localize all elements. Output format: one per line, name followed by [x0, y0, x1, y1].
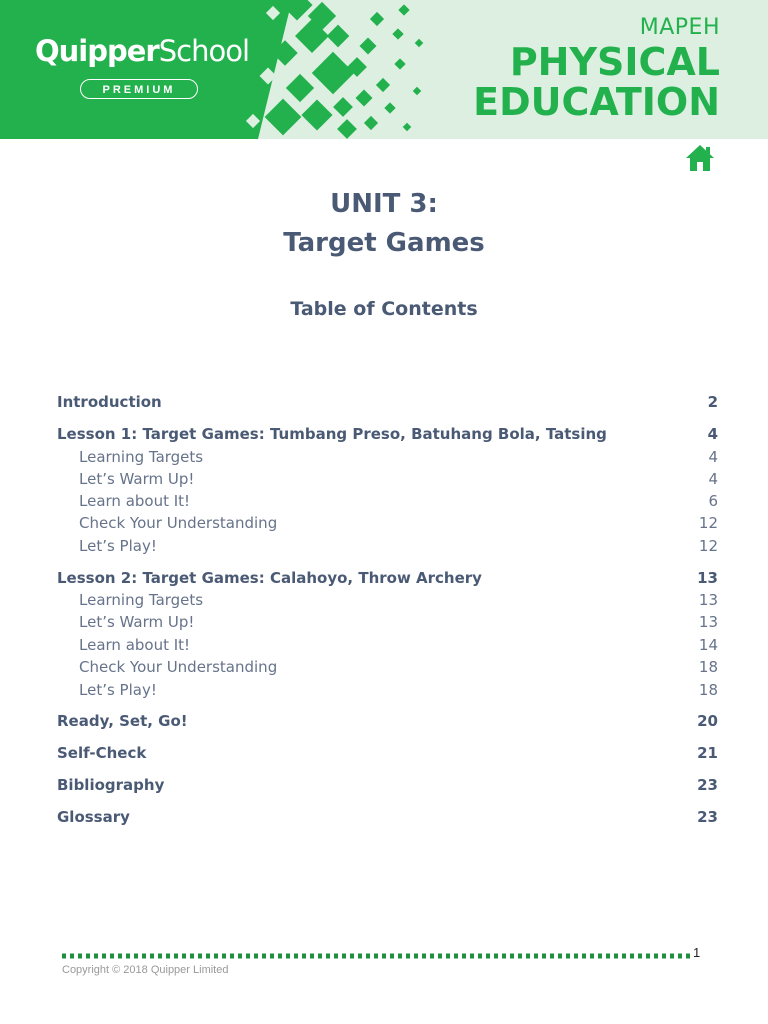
copyright: Copyright © 2018 Quipper Limited — [62, 964, 229, 976]
unit-number: UNIT 3: — [330, 189, 438, 219]
toc-subentry[interactable]: Check Your Understanding 18 — [79, 658, 718, 676]
home-icon[interactable] — [684, 143, 716, 173]
toc-subentry[interactable]: Check Your Understanding 12 — [79, 514, 718, 532]
toc-subentry[interactable]: Learn about It! 14 — [79, 636, 718, 654]
diamond-pattern — [265, 0, 424, 139]
premium-badge: PREMIUM — [80, 79, 198, 99]
toc-subentry[interactable]: Let’s Play! 18 — [79, 681, 718, 699]
toc-subentry[interactable]: Learning Targets 13 — [79, 591, 718, 609]
page-header — [0, 0, 768, 139]
subject-title — [473, 14, 720, 122]
subject-line1: PHYSICAL — [509, 40, 720, 84]
toc-entry[interactable]: Glossary 23 — [57, 808, 718, 826]
quipper-school-logo: QuipperSchool — [35, 34, 250, 68]
subject-line2: EDUCATION — [473, 80, 720, 124]
toc-subentry[interactable]: Let’s Warm Up! 13 — [79, 613, 718, 631]
footer-dotted-rule — [62, 952, 690, 960]
toc-heading: Table of Contents — [290, 298, 478, 320]
toc-subentry[interactable]: Let’s Play! 12 — [79, 537, 718, 555]
toc-subentry[interactable]: Learn about It! 6 — [79, 492, 718, 510]
toc-entry[interactable]: Lesson 1: Target Games: Tumbang Preso, Batuhang Bola, Tatsing 4 — [57, 425, 718, 443]
toc-subentry[interactable]: Learning Targets 4 — [79, 448, 718, 466]
toc-entry[interactable]: Ready, Set, Go! 20 — [57, 712, 718, 730]
unit-title — [0, 185, 768, 263]
toc-entry[interactable]: Lesson 2: Target Games: Calahoyo, Throw Archery 13 — [57, 569, 718, 587]
page-number: 1 — [693, 945, 701, 960]
toc-subentry[interactable]: Let’s Warm Up! 4 — [79, 470, 718, 488]
unit-name: Target Games — [283, 228, 485, 258]
toc-entry[interactable]: Bibliography 23 — [57, 776, 718, 794]
toc-entry[interactable]: Introduction 2 — [57, 393, 718, 411]
subject-small: MAPEH — [639, 15, 720, 40]
toc-entry[interactable]: Self-Check 21 — [57, 744, 718, 762]
